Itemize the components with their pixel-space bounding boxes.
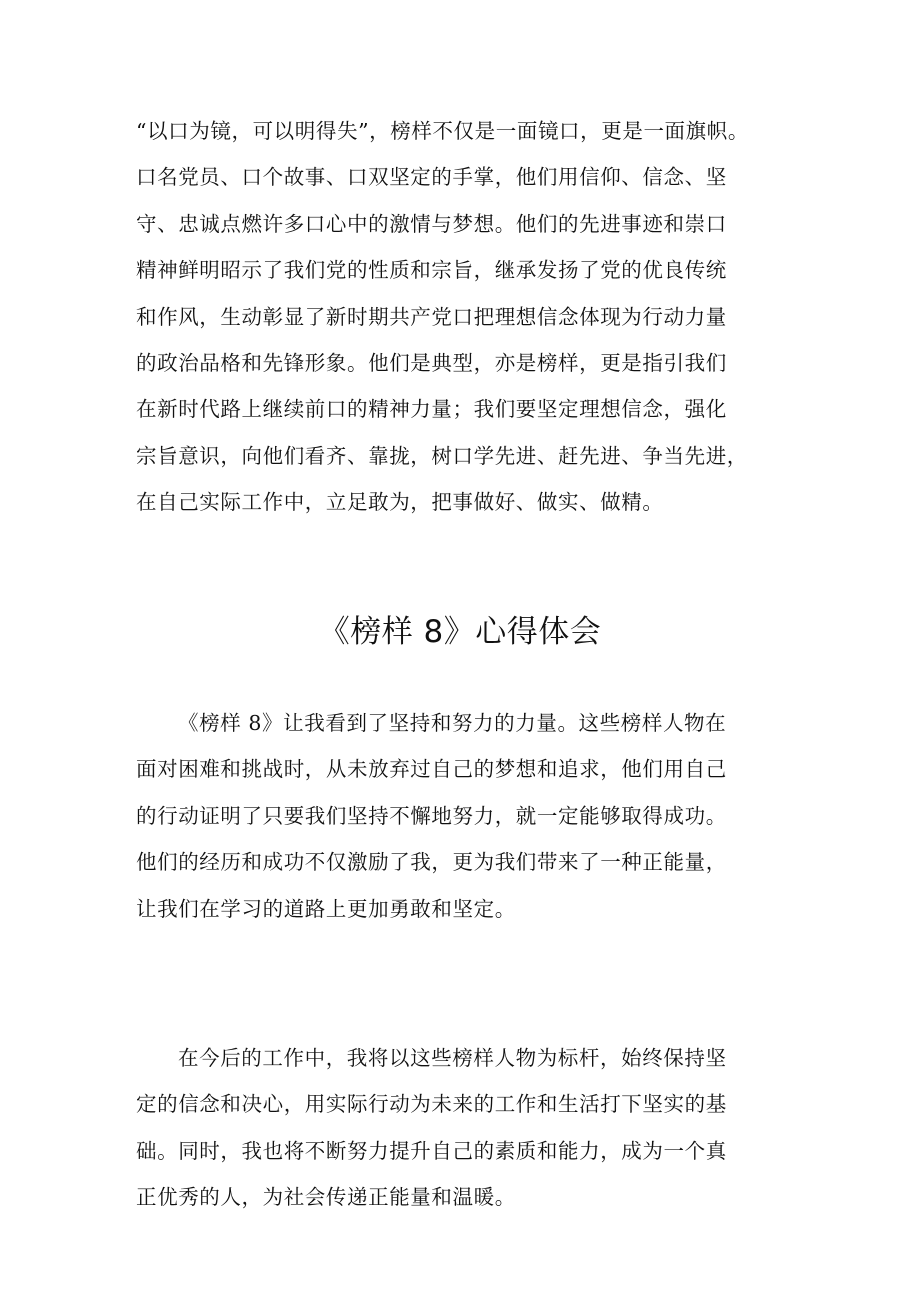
text-line: 面对困难和挑战时，从未放弃过自己的梦想和追求，他们用自己 bbox=[136, 757, 727, 782]
text-line: 正优秀的人，为社会传递正能量和温暖。 bbox=[136, 1185, 516, 1210]
text-line: 让我们在学习的道路上更加勇敢和坚定。 bbox=[136, 896, 516, 921]
commitment-paragraph bbox=[136, 1035, 796, 1221]
reflection-paragraph bbox=[136, 700, 796, 932]
section-title: 《榜样 8》心得体会 bbox=[318, 614, 602, 650]
text-line: 的政治品格和先锋形象。他们是典型，亦是榜样，更是指引我们 bbox=[136, 350, 727, 375]
text-line: 础。同时，我也将不断努力提升自己的素质和能力，成为一个真 bbox=[136, 1138, 727, 1163]
text-line: 的行动证明了只要我们坚持不懈地努力，就一定能够取得成功。 bbox=[136, 803, 727, 828]
text-line: 守、忠诚点燃许多口心中的激情与梦想。他们的先进事迹和崇口 bbox=[136, 211, 727, 236]
text-line: 和作风，生动彰显了新时期共产党口把理想信念体现为行动力量 bbox=[136, 304, 727, 329]
text-line: 精神鲜明昭示了我们党的性质和宗旨，继承发扬了党的优良传统 bbox=[136, 258, 727, 283]
text-line: “以口为镜，可以明得失”，榜样不仅是一面镜口，更是一面旗帜。 bbox=[136, 119, 749, 143]
intro-paragraph bbox=[136, 108, 796, 526]
text-line: 他们的经历和成功不仅激励了我，更为我们带来了一种正能量， bbox=[136, 850, 727, 875]
text-line: 宗旨意识，向他们看齐、靠拢，树口学先进、赶先进、争当先进， bbox=[136, 443, 748, 468]
text-line: 在自己实际工作中，立足敢为，把事做好、做实、做精。 bbox=[136, 490, 664, 515]
text-line: 在今后的工作中，我将以这些榜样人物为标杆，始终保持坚 bbox=[178, 1046, 727, 1070]
text-line: 定的信念和决心，用实际行动为未来的工作和生活打下坚实的基 bbox=[136, 1092, 727, 1117]
text-line: 在新时代路上继续前口的精神力量；我们要坚定理想信念，强化 bbox=[136, 397, 727, 422]
text-line: 口名党员、口个故事、口双坚定的手掌，他们用信仰、信念、坚 bbox=[136, 165, 727, 190]
text-line: 《榜样 8》让我看到了坚持和努力的力量。这些榜样人物在 bbox=[178, 711, 727, 735]
